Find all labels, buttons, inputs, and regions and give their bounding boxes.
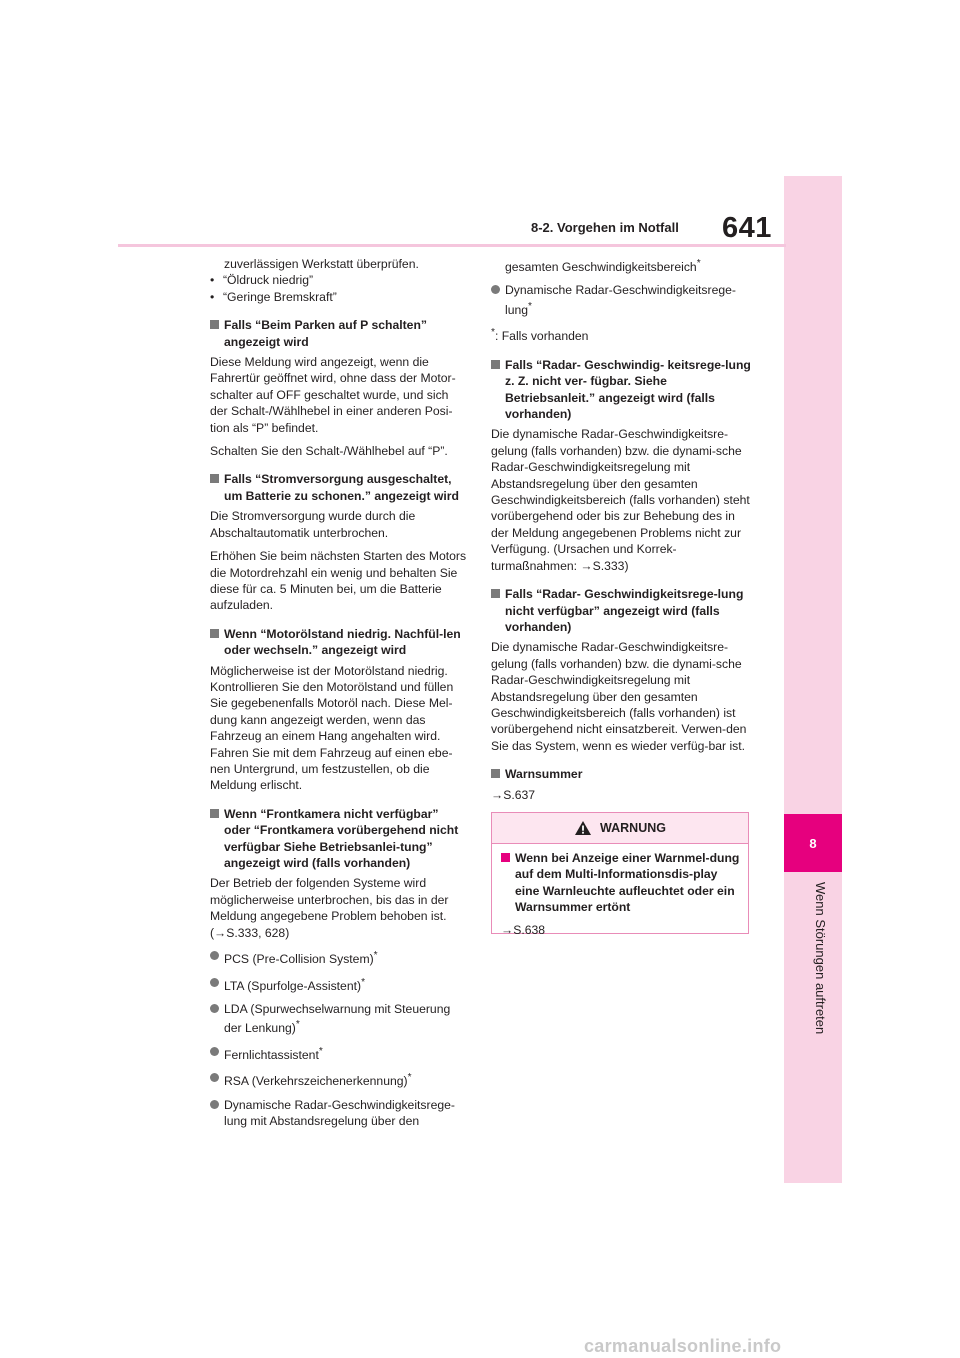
intro-bullet: • “Geringe Bremskraft”	[210, 289, 468, 305]
circle-bullet-icon	[210, 1073, 219, 1082]
square-bullet-icon	[210, 629, 219, 638]
footnote-mark: *	[373, 950, 378, 962]
square-bullet-icon	[210, 320, 219, 329]
footnote: *: Falls vorhanden	[491, 327, 589, 344]
paragraph: Diese Meldung wird angezeigt, wenn die Fahrertür geöffnet wird, ohne dass der Motor-schalter auf OFF geschaltet wurde, und sich der Schalt-/Wählhebel in einer anderen Posi-tion als “P” befindet.	[210, 355, 456, 435]
section-heading: Wenn “Frontkamera nicht verfügbar” oder “Frontkamera vorübergehend nicht verfügbar Siehe Betriebsanlei-tung” angezeigt wird (falls vorhanden)	[210, 806, 468, 872]
warning-header	[492, 813, 748, 844]
section-heading: Wenn “Motorölstand niedrig. Nachfül-len oder wechseln.” angezeigt wird	[210, 626, 468, 659]
watermark: carmanualsonline.info	[584, 1336, 782, 1356]
warning-triangle-icon	[574, 820, 592, 836]
footnote-mark: *	[407, 1072, 412, 1084]
list-item-continuation: gesamten Geschwindigkeitsbereich*	[505, 258, 701, 275]
footnote-mark: *	[318, 1045, 323, 1057]
warning-body	[492, 844, 748, 938]
square-bullet-icon	[491, 769, 500, 778]
chapter-number-box	[784, 814, 842, 872]
circle-bullet-icon	[210, 978, 219, 987]
list-item: Fernlichtassistent*	[210, 1044, 468, 1063]
footnote-mark: *	[361, 976, 366, 988]
section-heading: Falls “Radar- Geschwindig- keitsrege-lung z. Z. nicht ver- fügbar. Siehe Betriebsanleit.” angezeigt wird (falls vorhanden)	[491, 357, 753, 423]
footnote-mark: *	[491, 327, 495, 339]
list-item: Dynamische Radar-Geschwindigkeitsrege-lung mit Abstandsregelung über den	[210, 1097, 468, 1130]
chapter-number: 8	[809, 835, 817, 851]
section-header: 8-2. Vorgehen im Notfall	[531, 220, 679, 235]
warning-heading: Wenn bei Anzeige einer Warnmel-dung auf dem Multi-Informationsdis-play eine Warnleuchte aufleuchtet oder ein Warnsummer ertönt	[501, 850, 740, 916]
intro-bullet: • “Öldruck niedrig”	[210, 272, 468, 288]
circle-bullet-icon	[210, 1004, 219, 1013]
intro-continuation: zuverlässigen Werkstatt überprüfen.	[224, 257, 419, 271]
paragraph: Die Stromversorgung wurde durch die Abschaltautomatik unterbrochen.	[210, 509, 416, 540]
warning-title: WARNUNG	[600, 821, 666, 835]
paragraph: Die dynamische Radar-Geschwindigkeitsre-gelung (falls vorhanden) bzw. die dynami-sche Radar-Geschwindigkeitsregelung mit Abstandsregelung über den gesamten Geschwindigkeitsbereich (falls vorhanden) ist vorübergehend nicht einsatzbereit. Verwen-den Sie das System, wenn es wieder verfüg-bar ist.	[491, 640, 747, 753]
square-bullet-icon	[501, 853, 510, 862]
left-column	[210, 256, 468, 1137]
list-item: Dynamische Radar-Geschwindigkeitsrege-lung*	[491, 282, 753, 318]
square-bullet-icon	[210, 474, 219, 483]
circle-bullet-icon	[491, 285, 500, 294]
footnote-mark: *	[696, 258, 701, 269]
page-reference: →S.637	[491, 787, 536, 802]
list-item: RSA (Verkehrszeichenerkennung)*	[210, 1070, 468, 1089]
chapter-title: Wenn Störungen auftreten	[813, 882, 828, 1035]
paragraph: Schalten Sie den Schalt-/Wählhebel auf “P”.	[210, 444, 448, 459]
paragraph: Erhöhen Sie beim nächsten Starten des Motors die Motordrehzahl ein wenig und behalten Sie diese für ca. 5 Minuten bei, um die Batterie aufzuladen.	[210, 549, 467, 613]
circle-bullet-icon	[210, 1100, 219, 1109]
square-bullet-icon	[491, 360, 500, 369]
page-reference: (→S.333, 628)	[210, 925, 290, 940]
paragraph: Der Betrieb der folgenden Systeme wird möglicherweise unterbrochen, bis das in der Meldung angegebene Problem behoben ist. (→S.333, 628)	[210, 876, 449, 940]
paragraph: Möglicherweise ist der Motorölstand niedrig. Kontrollieren Sie den Motorölstand und füllen Sie gegebenenfalls Motoröl nach. Diese Mel-dung kann angezeigt werden, wenn das Fahrzeug an einem Hang angehalten wird. Fahren Sie mit dem Fahrzeug auf einen ebe-nen Untergrund, um festzustellen, ob die Meldung erlischt.	[210, 663, 454, 793]
section-heading: Falls “Radar- Geschwindigkeitsrege-lung nicht verfügbar” angezeigt wird (falls vorhanden)	[491, 586, 753, 635]
section-heading: Warnsummer	[491, 766, 753, 782]
list-item: LTA (Spurfolge-Assistent)*	[210, 975, 468, 994]
circle-bullet-icon	[210, 951, 219, 960]
footnote-mark: *	[295, 1019, 300, 1031]
list-item: PCS (Pre-Collision System)*	[210, 948, 468, 967]
paragraph: Die dynamische Radar-Geschwindigkeitsre-gelung (falls vorhanden) bzw. die dynami-sche Radar-Geschwindigkeitsregelung mit Abstandsregelung über den gesamten Geschwindigkeitsbereich (falls vorhanden) steht vorübergehend oder bis zur Behebung des in der Meldung angegebenen Problems nicht zur Verfügung. (Ursachen und Korrek-turmaßnahmen: →S.333)	[491, 427, 750, 573]
section-heading: Falls “Beim Parken auf P schalten” angezeigt wird	[210, 317, 468, 350]
right-column	[491, 256, 753, 803]
page-reference: →S.638	[501, 922, 546, 937]
list-item: LDA (Spurwechselwarnung mit Steuerung der Lenkung)*	[210, 1001, 468, 1037]
footnote-mark: *	[528, 300, 532, 312]
section-heading: Falls “Stromversorgung ausgeschaltet, um Batterie zu schonen.” angezeigt wird	[210, 471, 468, 504]
circle-bullet-icon	[210, 1047, 219, 1056]
page-number: 641	[722, 212, 772, 244]
warning-box	[491, 812, 749, 937]
square-bullet-icon	[210, 809, 219, 818]
header-rule	[118, 244, 786, 247]
square-bullet-icon	[491, 589, 500, 598]
